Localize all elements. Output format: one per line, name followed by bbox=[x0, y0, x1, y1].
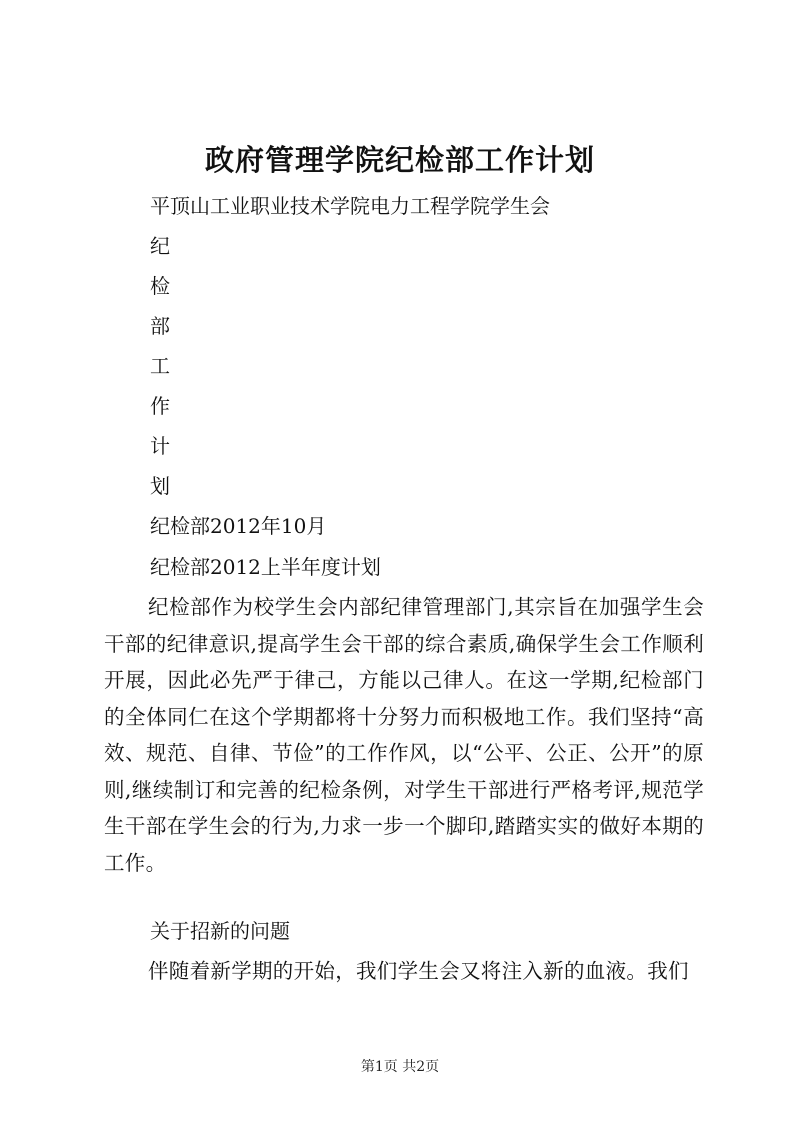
vertical-char: 纪 bbox=[150, 234, 170, 258]
organization-line: 平顶山工业职业技术学院电力工程学院学生会 bbox=[150, 194, 550, 218]
vertical-char: 作 bbox=[150, 394, 170, 418]
section-heading: 关于招新的问题 bbox=[150, 919, 290, 943]
body-paragraph: 纪检部作为校学生会内部纪律管理部门,其宗旨在加强学生会干部的纪律意识,提高学生会干部的综合素质,确保学生会工作顺利开展，因此必先严于律己，方能以己律人。在这一学期,纪检部门的全体同仁在这个学期都将十分努力而积极地工作。我们坚持“高效、规范、自律、节俭”的工作作风，以“公平、公正、公开”的原则,继续制订和完善的纪检条例，对学生干部进行严格考评,规范学生干部在学生会的行为,力求一步一个脚印,踏踏实实的做好本期的工作。 bbox=[104, 595, 704, 875]
page-footer: 第1页 共2页 bbox=[360, 1059, 440, 1075]
vertical-char: 计 bbox=[150, 434, 170, 458]
page-title: 政府管理学院纪检部工作计划 bbox=[204, 143, 595, 177]
vertical-char: 部 bbox=[150, 314, 170, 338]
plan-line: 纪检部2012上半年度计划 bbox=[150, 555, 381, 579]
vertical-char: 工 bbox=[150, 354, 170, 378]
vertical-char: 划 bbox=[150, 474, 170, 498]
vertical-char: 检 bbox=[150, 274, 170, 298]
body-paragraph: 伴随着新学期的开始，我们学生会又将注入新的血液。我们 bbox=[148, 959, 689, 983]
date-line: 纪检部2012年10月 bbox=[150, 514, 327, 538]
